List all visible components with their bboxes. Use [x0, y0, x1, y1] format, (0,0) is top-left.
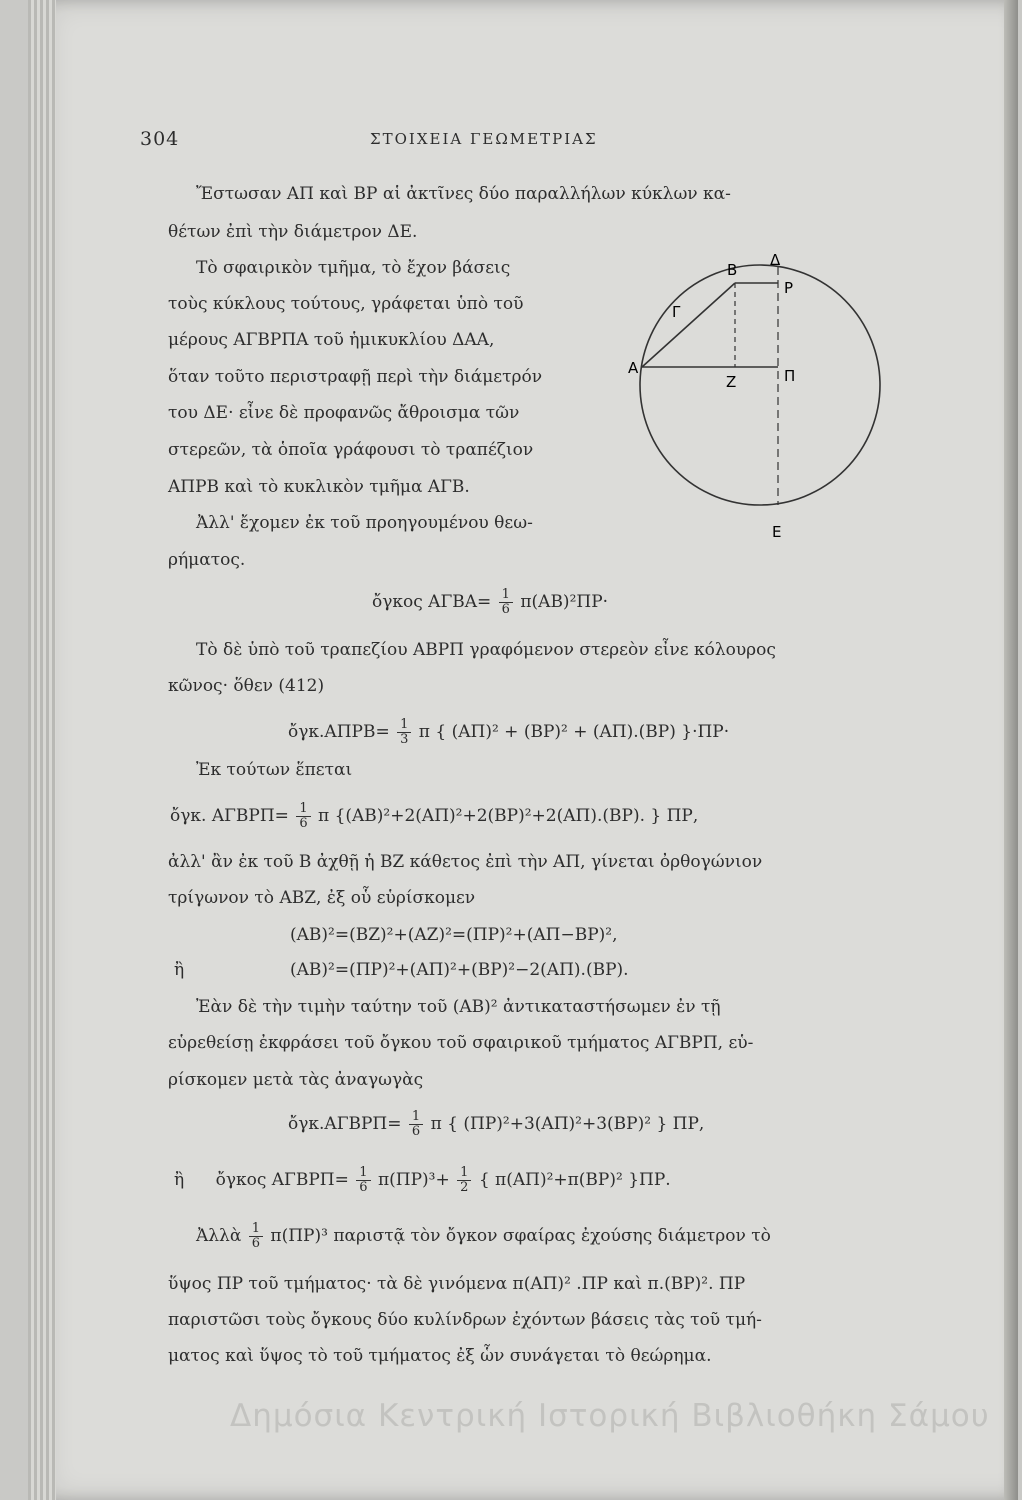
- formula-volume-AGBA: [372, 588, 608, 617]
- label-P: P: [784, 279, 794, 297]
- label-E: E: [772, 523, 782, 541]
- text-line: τρίγωνον τὸ ΑΒΖ, ἐξ οὗ εὑρίσκομεν: [168, 888, 476, 908]
- text-line: ὅταν τοῦτο περιστραφῇ περὶ τὴν διάμετρόν: [168, 367, 543, 387]
- formula-right: π(ΑΒ)²ΠΡ·: [520, 592, 609, 612]
- fraction: $\frac{1}{6}$: [249, 1222, 263, 1251]
- formula-conjunction: ἢ: [174, 960, 185, 980]
- text-line: Ἔστωσαν ΑΠ καὶ ΒΡ αἱ ἀκτῖνες δύο παραλλήλων κύκλων κα-: [196, 184, 731, 204]
- formula-volume-AGBRP: [170, 802, 698, 831]
- text-line: τοὺς κύκλους τούτους, γράφεται ὑπὸ τοῦ: [168, 294, 524, 314]
- text-line: παριστῶσι τοὺς ὄγκους δύο κυλίνδρων ἐχόντων βάσεις τὰς τοῦ τμή-: [168, 1310, 762, 1330]
- formula-left: ὄγκ. ΑΓΒΡΠ=: [170, 806, 289, 826]
- label-G: Γ: [672, 303, 681, 321]
- geometry-figure: [630, 245, 870, 545]
- text-line: του ΔΕ· εἶνε δὲ προφανῶς ἄθροισμα τῶν: [168, 403, 520, 423]
- text-line: ρίσκομεν μετὰ τὰς ἀναγωγὰς: [168, 1070, 424, 1090]
- text-line: ρήματος.: [168, 550, 246, 570]
- formula-volume-APRB: [288, 718, 729, 747]
- fraction: $\frac{1}{2}$: [457, 1166, 471, 1195]
- formula-right: π { (ΠΡ)²+3(ΑΠ)²+3(ΒΡ)² } ΠΡ,: [430, 1114, 705, 1134]
- formula-left: ὄγκ.ΑΠΡΒ=: [288, 722, 390, 742]
- text-line: Ἀλλ' ἔχομεν ἐκ τοῦ προηγουμένου θεω-: [196, 513, 533, 533]
- text-line: μέρους ΑΓΒΡΠΑ τοῦ ἡμικυκλίου ΔΑΑ,: [168, 330, 495, 350]
- sphere-circle: [640, 265, 880, 505]
- text-line: ὕψος ΠΡ τοῦ τμήματος· τὰ δὲ γινόμενα π(ΑΠ)² .ΠΡ καὶ π.(ΒΡ)². ΠΡ: [168, 1274, 746, 1294]
- running-title: ΣΤΟΙΧΕΙΑ ΓΕΩΜΕΤΡΙΑΣ: [370, 130, 598, 148]
- fraction: $\frac{1}{6}$: [499, 588, 513, 617]
- text-line: στερεῶν, τὰ ὁποῖα γράφουσι τὸ τραπέζιον: [168, 440, 534, 460]
- formula-mid: π(ΠΡ)³+: [377, 1170, 450, 1190]
- formula-left: ὄγκος ΑΓΒΡΠ=: [215, 1170, 349, 1190]
- formula-line: (ΑΒ)²=(ΠΡ)²+(ΑΠ)²+(ΒΡ)²−2(ΑΠ).(ΒΡ).: [290, 960, 629, 980]
- formula-right: π {(ΑΒ)²+2(ΑΠ)²+2(ΒΡ)²+2(ΑΠ).(ΒΡ). } ΠΡ,: [318, 806, 699, 826]
- label-Pi: Π: [784, 367, 796, 385]
- formula-line: (ΑΒ)²=(ΒΖ)²+(ΑΖ)²=(ΠΡ)²+(ΑΠ−ΒΡ)²,: [290, 925, 618, 945]
- text-line: Ἐὰν δὲ τὴν τιμὴν ταύτην τοῦ (ΑΒ)² ἀντικαταστήσωμεν ἐν τῇ: [196, 997, 721, 1017]
- fraction: $\frac{1}{6}$: [409, 1110, 423, 1139]
- fraction: $\frac{1}{3}$: [397, 718, 411, 747]
- formula-conjunction: ἢ: [174, 1170, 185, 1190]
- text-line-with-fraction: Ἀλλὰ $\frac{1}{6}$ π(ΠΡ)³ παριστᾷ τὸν ὄγκον σφαίρας ἐχούσης διάμετρον τὸ: [196, 1221, 771, 1251]
- text-line: ἀλλ' ἂν ἐκ τοῦ Β ἀχθῇ ἡ ΒΖ κάθετος ἐπὶ τὴν ΑΠ, γίνεται ὀρθογώνιον: [168, 852, 763, 872]
- label-B: B: [727, 261, 738, 279]
- fraction: $\frac{1}{6}$: [296, 802, 310, 831]
- formula-final-volume: [174, 1166, 671, 1195]
- formula-right: { π(ΑΠ)²+π(ΒΡ)² }ΠΡ.: [478, 1170, 671, 1190]
- library-watermark: Δημόσια Κεντρική Ιστορική Βιβλιοθήκη Σάμου: [230, 1398, 990, 1434]
- label-D: Δ: [770, 251, 781, 269]
- formula-left: ὄγκ.ΑΓΒΡΠ=: [288, 1114, 402, 1134]
- text-line: ΑΠΡΒ καὶ τὸ κυκλικὸν τμῆμα ΑΓΒ.: [168, 477, 470, 497]
- text-line: εὑρεθείσῃ ἐκφράσει τοῦ ὄγκου τοῦ σφαιρικοῦ τμήματος ΑΓΒΡΠ, εὑ-: [168, 1033, 754, 1053]
- formula-left: ὄγκος ΑΓΒΑ=: [372, 592, 492, 612]
- label-Z: Z: [726, 373, 737, 391]
- page-right-edge: [1004, 0, 1018, 1500]
- fraction: $\frac{1}{6}$: [356, 1166, 370, 1195]
- text-line: θέτων ἐπὶ τὴν διάμετρον ΔΕ.: [168, 222, 418, 242]
- text-line: Τὸ δὲ ὑπὸ τοῦ τραπεζίου ΑΒΡΠ γραφόμενον στερεὸν εἶνε κόλουρος: [196, 640, 776, 660]
- text-line: Ἐκ τούτων ἕπεται: [196, 760, 353, 780]
- page-number: 304: [140, 128, 180, 150]
- page-stack-edge: [28, 0, 56, 1500]
- formula-right: π { (ΑΠ)² + (ΒΡ)² + (ΑΠ).(ΒΡ) }·ΠΡ·: [418, 722, 730, 742]
- text-line: ματος καὶ ὕψος τὸ τοῦ τμήματος ἐξ ὧν συνάγεται τὸ θεώρημα.: [168, 1346, 712, 1366]
- text-line: Τὸ σφαιρικὸν τμῆμα, τὸ ἔχον βάσεις: [196, 258, 511, 278]
- text-line: κῶνος· ὅθεν (412): [168, 676, 325, 696]
- formula-reduced-volume: [288, 1110, 704, 1139]
- label-A: A: [628, 359, 639, 377]
